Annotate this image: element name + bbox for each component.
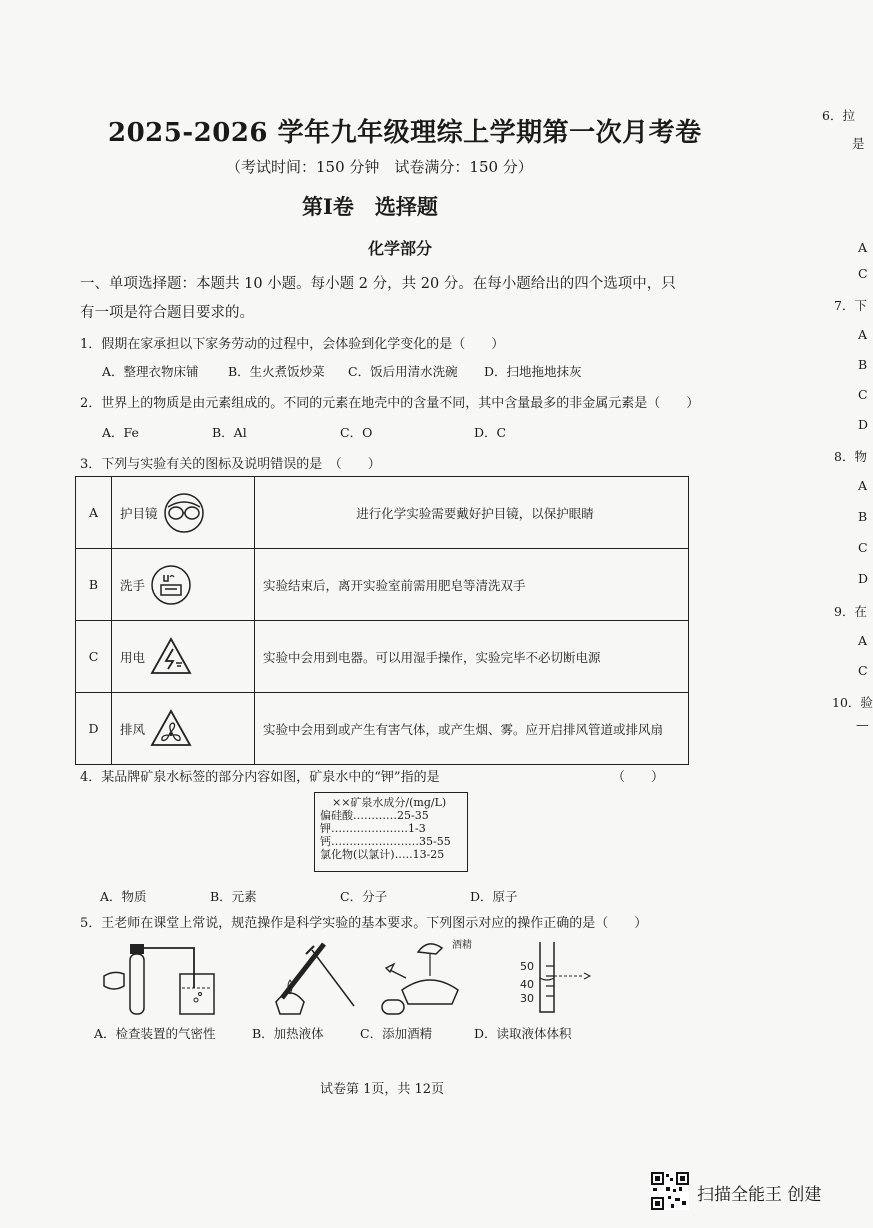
cylinder-tick-label: 30 xyxy=(520,992,534,1005)
page-number: 试卷第 1页，共 12页 xyxy=(320,1082,445,1097)
q4-option-a: A．物质 xyxy=(100,889,147,904)
q1-option-d: D．扫地拖地抹灰 xyxy=(484,364,582,379)
icon-label: 用电 xyxy=(120,649,146,665)
label-line: ××矿泉水成分/(mg/L) xyxy=(332,796,447,809)
question-4-bracket: （ ） xyxy=(612,770,665,785)
edge-fragment: C xyxy=(858,266,868,281)
q2-option-a: A．Fe xyxy=(102,425,139,440)
instructions-line-2: 有一项是符合题目要求的。 xyxy=(80,305,254,321)
question-5-stem: 5．王老师在课堂上常说，规范操作是科学实验的基本要求。下列图示对应的操作正确的是（ ） xyxy=(80,916,648,931)
row-letter: C xyxy=(76,621,112,693)
edge-fragment: A xyxy=(858,633,868,648)
qr-code-icon xyxy=(651,1172,689,1210)
part-title: 第Ⅰ卷 选择题 xyxy=(302,194,438,219)
icon-cell xyxy=(112,621,255,693)
edge-fragment: C xyxy=(858,540,868,555)
fan-icon xyxy=(149,707,193,751)
scanner-brand: 扫描全能王 创建 xyxy=(697,1185,822,1205)
section-title: 化学部分 xyxy=(368,239,433,258)
exam-subtitle: （考试时间：150 分钟 试卷满分：150 分） xyxy=(226,158,533,176)
edge-fragment: 6．拉 xyxy=(822,108,855,123)
edge-fragment: B xyxy=(858,357,868,372)
exam-title: 2025-2026 学年九年级理综上学期第一次月考卷 xyxy=(108,118,702,148)
q5-option-b: B．加热液体 xyxy=(252,1026,324,1041)
question-3-stem: 3．下列与实验有关的图标及说明错误的是 （ ） xyxy=(80,457,381,472)
q4-option-d: D．原子 xyxy=(470,889,518,904)
electric-icon xyxy=(149,635,193,679)
row-letter: D xyxy=(76,693,112,765)
row-description: 实验中会用到或产生有害气体，或产生烟、雾。应开启排风管道或排风扇 xyxy=(255,693,689,765)
hand-wash-icon xyxy=(149,563,193,607)
label-line: 钾…………………1-3 xyxy=(320,822,426,835)
question-1-stem: 1．假期在家承担以下家务劳动的过程中，会体验到化学变化的是（ ） xyxy=(80,337,505,352)
edge-fragment: D xyxy=(858,571,869,586)
row-letter: B xyxy=(76,549,112,621)
adding-alcohol-figure xyxy=(380,934,480,1018)
edge-fragment: 10．验 xyxy=(832,695,873,710)
q4-option-c: C．分子 xyxy=(340,889,388,904)
mineral-water-label xyxy=(314,792,468,872)
icon-label: 排风 xyxy=(120,721,146,737)
icon-cell xyxy=(112,477,255,549)
q5-option-d: D．读取液体体积 xyxy=(474,1026,572,1041)
label-line: 钙……………………35-55 xyxy=(320,835,451,848)
table-row xyxy=(76,477,689,549)
cylinder-tick-label: 40 xyxy=(520,978,534,991)
edge-fragment: 8．物 xyxy=(834,449,867,464)
icon-label: 护目镜 xyxy=(120,505,158,521)
question-2-stem: 2．世界上的物质是由元素组成的。不同的元素在地壳中的含量不同，其中含量最多的非金属元素是（ ） xyxy=(80,396,700,411)
row-description: 实验中会用到电器。可以用湿手操作，实验完毕不必切断电源 xyxy=(255,621,689,693)
question-4-stem: 4．某品牌矿泉水标签的部分内容如图，矿泉水中的“钾”指的是 xyxy=(80,770,440,785)
edge-fragment: C xyxy=(858,387,868,402)
label-line: 氯化物(以氯计)…..13-25 xyxy=(320,848,445,861)
cylinder-tick-label: 50 xyxy=(520,960,534,973)
q1-option-c: C．饭后用清水洗碗 xyxy=(348,364,458,379)
table-row xyxy=(76,693,689,765)
q2-option-b: B．Al xyxy=(212,425,247,440)
edge-fragment: C xyxy=(858,663,868,678)
alcohol-lamp-label: 酒精 xyxy=(452,940,472,951)
airtightness-check-figure xyxy=(100,936,230,1018)
q1-option-a: A．整理衣物床铺 xyxy=(102,364,199,379)
edge-fragment: B xyxy=(858,509,868,524)
edge-fragment: A xyxy=(858,240,868,255)
q4-option-b: B．元素 xyxy=(210,889,257,904)
instructions-line-1: 一、单项选择题：本题共 10 小题。每小题 2 分，共 20 分。在每小题给出的四个选项中，只 xyxy=(80,276,676,292)
q5-option-a: A．检查装置的气密性 xyxy=(94,1026,216,1041)
label-line: 偏硅酸…………25-35 xyxy=(320,809,429,822)
safety-sign-table xyxy=(75,476,689,765)
table-row xyxy=(76,621,689,693)
row-letter: A xyxy=(76,477,112,549)
q2-option-d: D．C xyxy=(474,425,507,440)
edge-fragment: D xyxy=(858,417,869,432)
table-row xyxy=(76,549,689,621)
edge-fragment: 7．下 xyxy=(834,298,867,313)
row-description: 进行化学实验需要戴好护目镜，以保护眼睛 xyxy=(255,477,689,549)
heating-liquid-figure xyxy=(262,936,362,1018)
icon-label: 洗手 xyxy=(120,577,146,593)
icon-cell xyxy=(112,549,255,621)
edge-fragment: A xyxy=(858,478,868,493)
edge-fragment: A xyxy=(858,327,868,342)
edge-fragment: — xyxy=(856,717,869,732)
goggles-icon xyxy=(162,491,206,535)
edge-fragment: 是 xyxy=(852,136,865,151)
q1-option-b: B．生火煮饭炒菜 xyxy=(228,364,325,379)
q2-option-c: C．O xyxy=(340,425,373,440)
edge-fragment: 9．在 xyxy=(834,604,867,619)
reading-volume-figure xyxy=(506,936,596,1018)
q5-option-c: C．添加酒精 xyxy=(360,1026,433,1041)
row-description: 实验结束后，离开实验室前需用肥皂等清洗双手 xyxy=(255,549,689,621)
icon-cell xyxy=(112,693,255,765)
